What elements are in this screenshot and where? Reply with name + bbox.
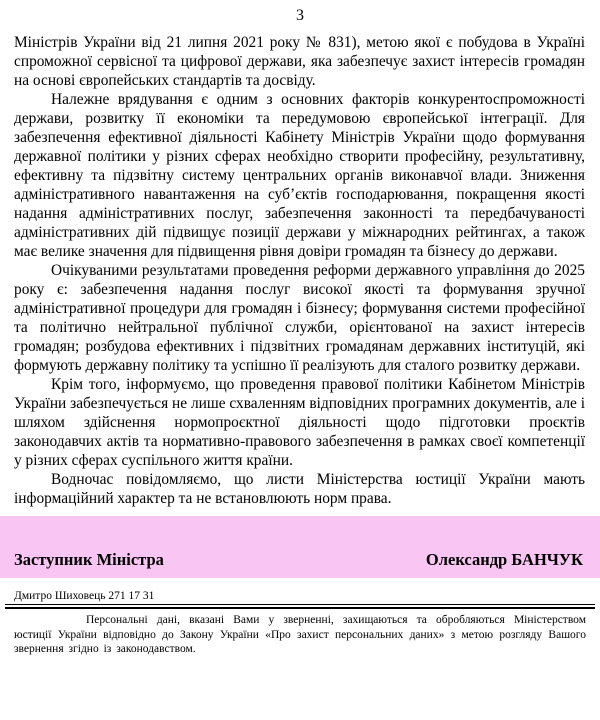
executor-contact: Дмитро Шиховець 271 17 31 xyxy=(14,590,155,602)
privacy-note: Персональні дані, вказані Вами у зверненні, захищаються та обробляються Міністерством юстиції України відповідно до Закону України «Про захист персональних даних» з метою розгляду Вашого звернення згідно із законодавством. xyxy=(14,614,586,655)
separator-line-thin xyxy=(5,604,595,605)
page-number: 3 xyxy=(296,7,304,24)
body-paragraph: Водночас повідомляємо, що листи Міністерства юстиції України мають інформаційний характер та не встановлюють норм права. xyxy=(14,471,585,507)
signer-position: Заступник Міністра xyxy=(14,550,164,569)
signer-name: Олександр БАНЧУК xyxy=(425,550,583,569)
separator-line-thick xyxy=(5,607,595,609)
body-paragraph: Крім того, інформуємо, що проведення правової політики Кабінетом Міністрів України забезпечується не лише схваленням відповідних програмних документів, але і шляхом здійснення нормопроєктної діяльності щодо підготовки проєктів законодавчих актів та нормативно-правового забезпечення в рамках своєї компетенції у різних сферах суспільного життя країни. xyxy=(14,376,585,469)
signature-highlight-band xyxy=(0,516,600,578)
body-paragraph: Належне врядування є одним з основних факторів конкурентоспроможності держави, розвитку її економіки та передумовою європейської інтеграції. Для забезпечення ефективної діяльності Кабінету Міністрів України щодо формування державної політики у різних сферах необхідно створити професійну, результативну, ефективну та підзвітну систему центральних органів виконавчої влади. Зниження адміністративного навантаження на суб’єктів господарювання, покращення якості надання адміністративних послуг, забезпечення законності та передбачуваності адміністративних дій підвищує позиції держави у міжнародних рейтингах, а також має велике значення для підвищення рівня довіри громадян та бізнесу до держави. xyxy=(14,91,585,260)
document-body xyxy=(14,33,585,508)
body-paragraph: Міністрів України від 21 липня 2021 року № 831), метою якої є побудова в Україні спроможної сервісної та цифрової держави, яка забезпечує захист інтересів громадян на основі європейських стандартів та досвіду. xyxy=(14,34,585,89)
body-paragraph: Очікуваними результатами проведення реформи державного управління до 2025 року є: забезпечення надання послуг високої якості та формування зручної адміністративної процедури для громадян і бізнесу; формування системи професійної та політично нейтральної публічної служби, орієнтованої на захист інтересів громадян; розбудова ефективних і підзвітних громадянам державних інституцій, які формують державну політику та успішно її реалізують для сталого розвитку держави. xyxy=(14,262,585,374)
